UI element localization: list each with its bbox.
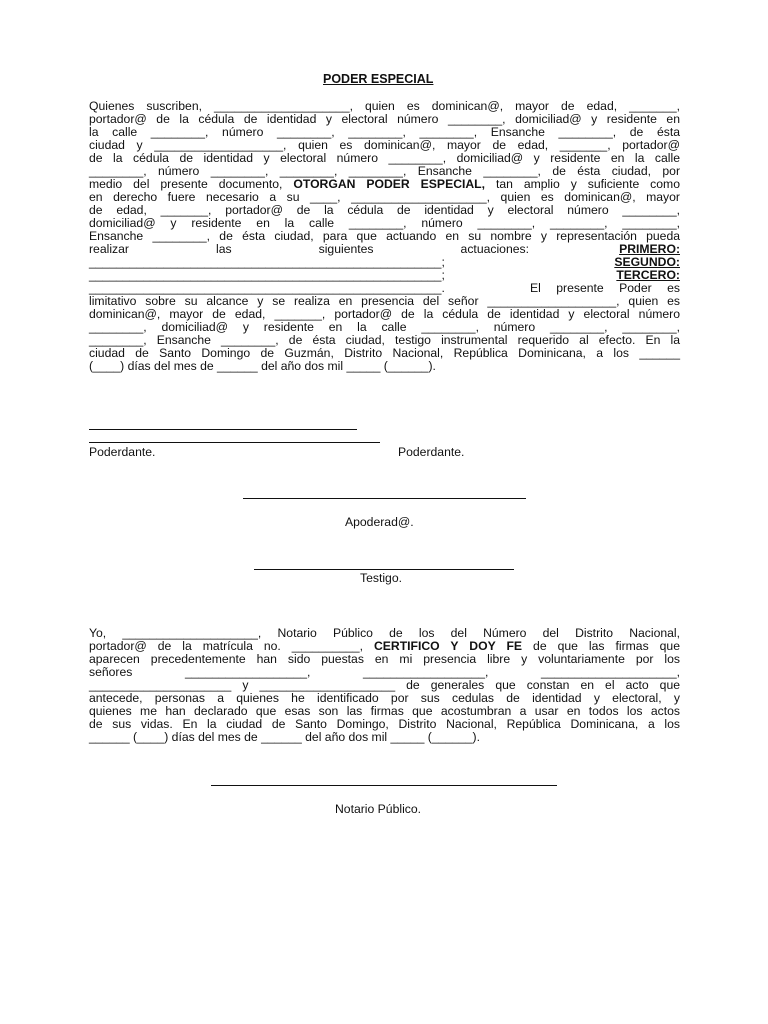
realizar-actuaciones: realizar las siguientes actuaciones: bbox=[89, 242, 529, 256]
paragraph-2-line-5: _____________________ y ____________________ de generales que constan en el acto que bbox=[89, 678, 680, 692]
otorgan-poder-especial: OTORGAN PODER ESPECIAL, bbox=[293, 177, 486, 191]
apoderado-label: Apoderad@. bbox=[345, 515, 414, 529]
testigo-signature-line bbox=[254, 569, 514, 570]
paragraph-1-line-19: ________, Ensanche ________, de ésta ciudad, testigo instrumental requerido al efecto. En la bbox=[89, 333, 680, 347]
line-7-text-c: tan amplio y suficiente como bbox=[485, 177, 680, 191]
apoderado-signature-line bbox=[243, 498, 526, 499]
line-2-text-c: de que las firmas que bbox=[522, 639, 680, 653]
paragraph-1-line-5: de la cédula de identidad y electoral número ________, domiciliad@ y residente en la calle bbox=[89, 151, 680, 165]
poderdante-label-2: Poderdante. bbox=[398, 445, 465, 459]
paragraph-1-line-6: ________, número ________, ________, ________, Ensanche ________, de ésta ciudad, por bbox=[89, 164, 680, 178]
paragraph-1-line-8: en derecho fuere necesario a su ____, ____________________, quien es dominican@, mayor bbox=[89, 190, 680, 204]
poderdante-label-1: Poderdante. bbox=[89, 445, 156, 459]
tercero-label: TERCERO: bbox=[616, 268, 680, 282]
segundo-blank: ____________________________________________________; bbox=[89, 268, 445, 282]
paragraph-1-line-4: ciudad y ___________________, quien es dominican@, mayor de edad, _______, portador@ bbox=[89, 138, 680, 152]
line-7-text-a: medio del presente documento, bbox=[89, 177, 294, 191]
primero-label: PRIMERO: bbox=[619, 242, 680, 256]
paragraph-2-line-4: señores __________________, __________________, ____________________, bbox=[89, 665, 680, 679]
paragraph-1-line-3: la calle ________, número ________, ________, ________, Ensanche ________, de ésta bbox=[89, 125, 680, 139]
tercero-blank: ____________________________________________________. bbox=[89, 281, 445, 295]
paragraph-1-line-11: Ensanche ________, de ésta ciudad, para que actuando en su nombre y representación pueda bbox=[89, 229, 680, 243]
paragraph-1-line-2: portador@ de la cédula de identidad y electoral número ________, domiciliad@ y residente en bbox=[89, 112, 680, 126]
certifico-y-doy-fe: CERTIFICO Y DOY FE bbox=[373, 639, 523, 653]
matricula-text: portador@ de la matrícula no. __________, bbox=[89, 639, 374, 653]
testigo-label: Testigo. bbox=[360, 571, 403, 585]
notary-signature-line bbox=[211, 785, 557, 786]
paragraph-1-line-1: Quienes suscriben, ____________________, quien es dominican@, mayor de edad, _______, bbox=[89, 99, 680, 113]
poderdante-signature-line-2 bbox=[89, 442, 380, 443]
paragraph-2-line-7: quienes me han declarado que esas son las firmas que acostumbran a usar en todos los actos bbox=[89, 704, 680, 718]
segundo-label: SEGUNDO: bbox=[614, 255, 680, 269]
paragraph-2-line-8: de sus vidas. En la ciudad de Santo Domingo, Distrito Nacional, República Dominicana, a los bbox=[89, 717, 680, 731]
paragraph-2-line-1: Yo, ____________________, Notario Público de los del Número del Distrito Nacional, bbox=[89, 626, 680, 640]
paragraph-1-line-9: de edad, _______, portador@ de la cédula de identidad y electoral número ________, bbox=[89, 203, 680, 217]
primero-blank: ____________________________________________________; bbox=[89, 255, 445, 269]
paragraph-2-line-9: ______ (____) días del mes de ______ del año dos mil _____ (______). bbox=[89, 730, 480, 744]
paragraph-1-line-10: domiciliad@ y residente en la calle ________, número ________, ________, ________, bbox=[89, 216, 680, 230]
el-presente-poder: El presente Poder es bbox=[530, 281, 680, 295]
paragraph-1-line-21: (____) días del mes de ______ del año dos mil _____ (______). bbox=[89, 359, 436, 373]
paragraph-2-line-3: aparecen precedentemente han sido puestas en mi presencia libre y voluntariamente por los bbox=[89, 652, 680, 666]
document-title: PODER ESPECIAL bbox=[323, 72, 434, 86]
paragraph-1-line-17: dominican@, mayor de edad, _______, portador@ de la cédula de identidad y electoral número bbox=[89, 307, 680, 321]
notary-label: Notario Público. bbox=[335, 802, 422, 816]
paragraph-1-line-20: ciudad de Santo Domingo de Guzmán, Distrito Nacional, República Dominicana, a los ______ bbox=[89, 346, 680, 360]
poderdante-signature-line-1 bbox=[89, 429, 357, 430]
paragraph-1-line-16: limitativo sobre su alcance y se realiza en presencia del señor ___________________, quien es bbox=[89, 294, 680, 308]
paragraph-2-line-6: antecede, personas a quienes he identificado por sus cedulas de identidad y electoral, y bbox=[89, 691, 680, 705]
paragraph-1-line-18: ________, domiciliad@ y residente en la calle ________, número ________, ________, bbox=[89, 320, 680, 334]
